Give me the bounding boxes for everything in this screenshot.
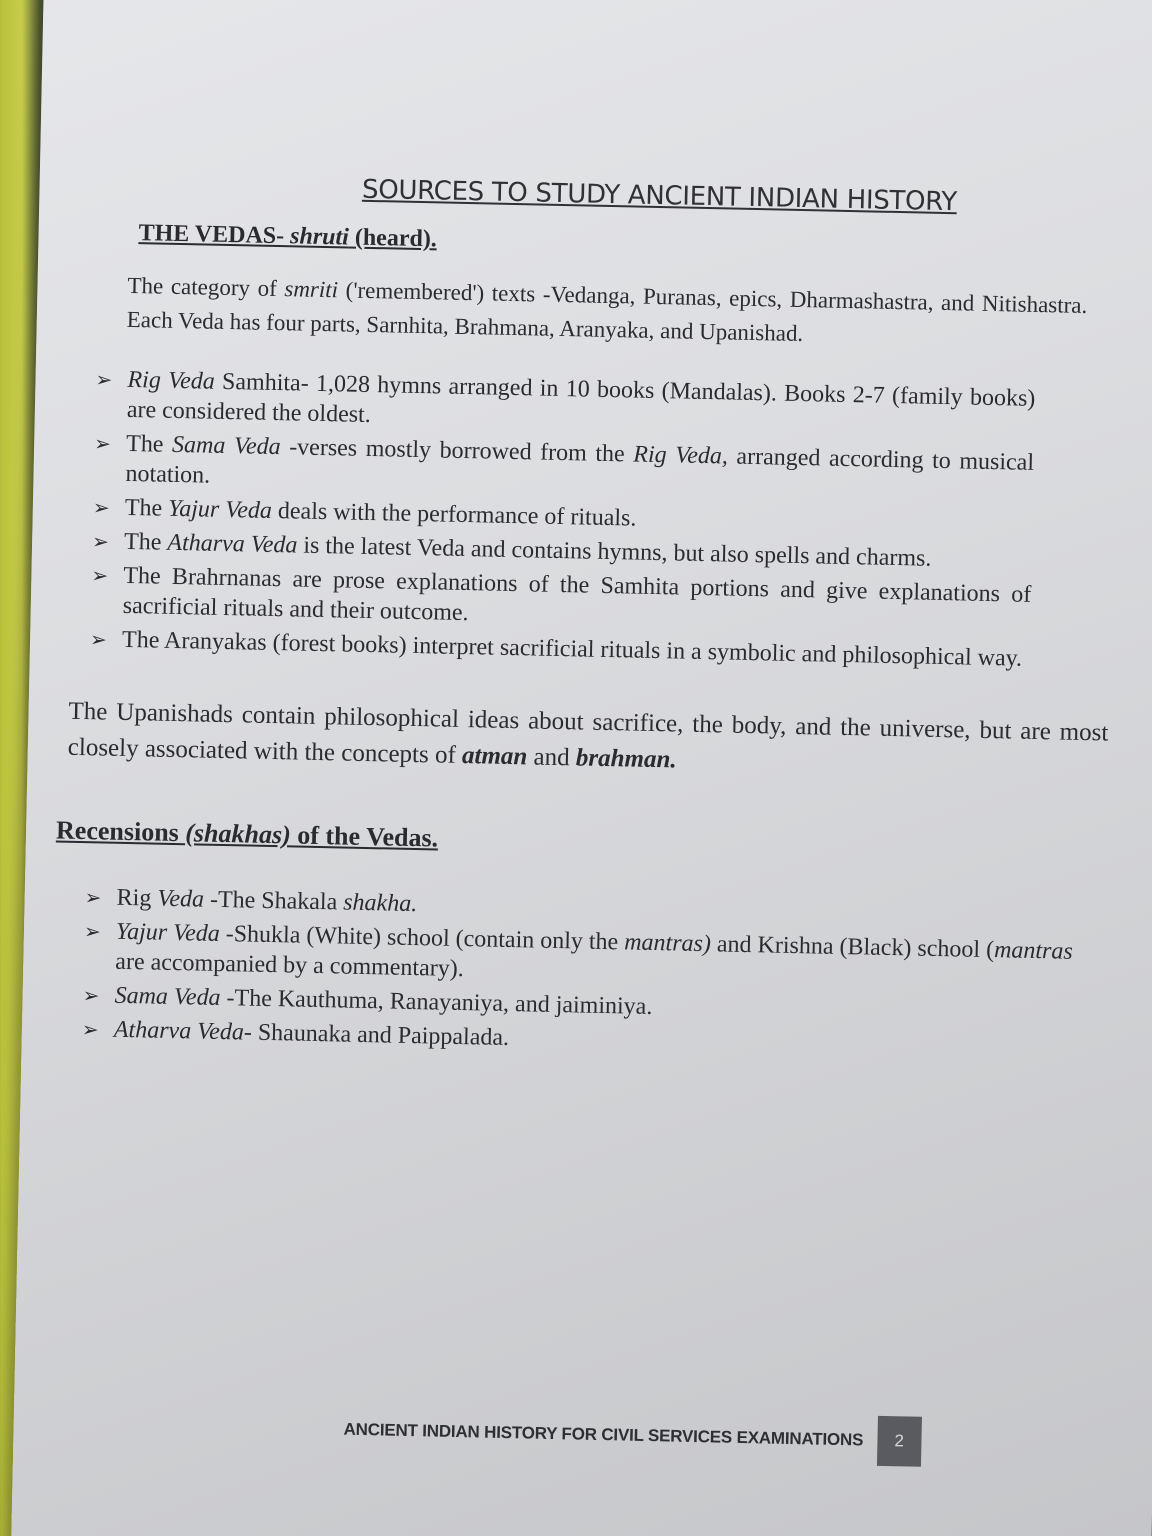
arrow-bullet-icon: ➢	[95, 367, 113, 392]
page-title: SOURCES TO STUDY ANCIENT INDIAN HISTORY	[361, 174, 958, 218]
item-text: -Shukla (White) school (contain only the	[219, 920, 625, 956]
arrow-bullet-icon: ➢	[91, 529, 110, 554]
intro-text: The category of	[127, 272, 285, 302]
item-italic: Rig Veda	[127, 366, 216, 395]
heading-text: THE VEDAS-	[138, 220, 291, 250]
item-italic: Sama Veda	[171, 431, 281, 461]
item-text: -The Shakala	[203, 886, 344, 916]
item-italic: mantras)	[623, 929, 712, 958]
page-content	[55, 169, 1109, 1105]
item-text: arranged according to musical notation.	[125, 443, 1035, 489]
item-italic: Atharva Veda-	[113, 1016, 253, 1046]
book-page	[11, 0, 1152, 1536]
item-text: The	[124, 494, 169, 522]
page-footer	[343, 1405, 922, 1467]
heading-text-end: of the Vedas.	[290, 820, 439, 853]
arrow-bullet-icon: ➢	[92, 495, 110, 520]
item-text: deals with the performance of rituals.	[271, 497, 637, 532]
heading-text: Recensions	[55, 815, 186, 848]
intro-text-end: ('remembered') texts -Vedanga, Puranas, epics, Dharmashastra, and Nitishastra. Each Veda has four parts, Sarnhita, Brahmana, Aranyaka, and Upanishad.	[126, 277, 1088, 347]
item-italic: shakha.	[342, 889, 418, 918]
item-text: Rig	[116, 884, 158, 912]
vedas-list	[90, 364, 1036, 674]
item-italic: Atharva Veda	[167, 529, 298, 559]
arrow-bullet-icon: ➢	[83, 919, 101, 944]
intro-italic: smriti	[284, 276, 339, 303]
item-italic: Yajur Veda	[167, 495, 273, 524]
item-text: Shaunaka and Paippalada.	[251, 1019, 510, 1052]
arrow-bullet-icon: ➢	[82, 983, 100, 1008]
heading-text-end: (heard).	[348, 224, 438, 253]
arrow-bullet-icon: ➢	[84, 885, 102, 910]
upanishads-paragraph	[67, 694, 1108, 788]
item-text: The	[123, 528, 168, 556]
heading-italic: shruti	[289, 223, 350, 251]
item-text: are accompanied by a commentary).	[115, 948, 465, 983]
item-italic: Rig Veda,	[633, 441, 729, 470]
arrow-bullet-icon: ➢	[91, 563, 109, 588]
item-italic: mantras	[993, 937, 1074, 965]
arrow-bullet-icon: ➢	[81, 1017, 99, 1042]
footer-title: ANCIENT INDIAN HISTORY FOR CIVIL SERVICES EXAMINATIONS	[343, 1419, 864, 1450]
para-bold-italic: brahman.	[575, 744, 677, 774]
page-number: 2	[877, 1416, 922, 1467]
item-text: The	[125, 430, 173, 458]
item-text: Samhita- 1,028 hymns arranged in 10 books (Mandalas). Books 2-7 (family books) are considered the oldest.	[126, 368, 1036, 428]
para-bold-italic: atman	[461, 741, 528, 771]
item-text: -verses mostly borrowed from the	[280, 434, 634, 468]
item-italic: Veda	[157, 885, 205, 913]
arrow-bullet-icon: ➢	[89, 627, 108, 652]
arrow-bullet-icon: ➢	[93, 431, 112, 456]
section-heading-recensions	[56, 816, 1086, 868]
item-text: is the latest Veda and contains hymns, but also spells and charms.	[297, 532, 932, 572]
item-italic: Yajur Veda	[115, 918, 221, 947]
para-text: and	[527, 743, 577, 772]
item-text: The Brahrnanas are prose explanations of the Samhita portions and give explanations of sacrificial rituals and their outcome.	[122, 562, 1032, 627]
heading-italic: (shakhas)	[185, 818, 292, 850]
item-italic: Sama Veda	[114, 982, 221, 1011]
item-text: The Aranyakas (forest books) interpret sacrificial rituals in a symbolic and philosophical way.	[121, 626, 1023, 672]
item-text: -The Kauthuma, Ranayaniya, and jaiminiya.	[220, 984, 653, 1021]
recensions-list	[82, 882, 1085, 1065]
section-heading-vedas	[138, 220, 1098, 267]
item-text: and Krishna (Black) school (	[710, 931, 995, 964]
intro-paragraph	[126, 269, 1087, 357]
para-text: The Upanishads contain philosophical ideas about sacrifice, the body, and the universe, but are most closely associated with the concepts of	[67, 697, 1109, 769]
